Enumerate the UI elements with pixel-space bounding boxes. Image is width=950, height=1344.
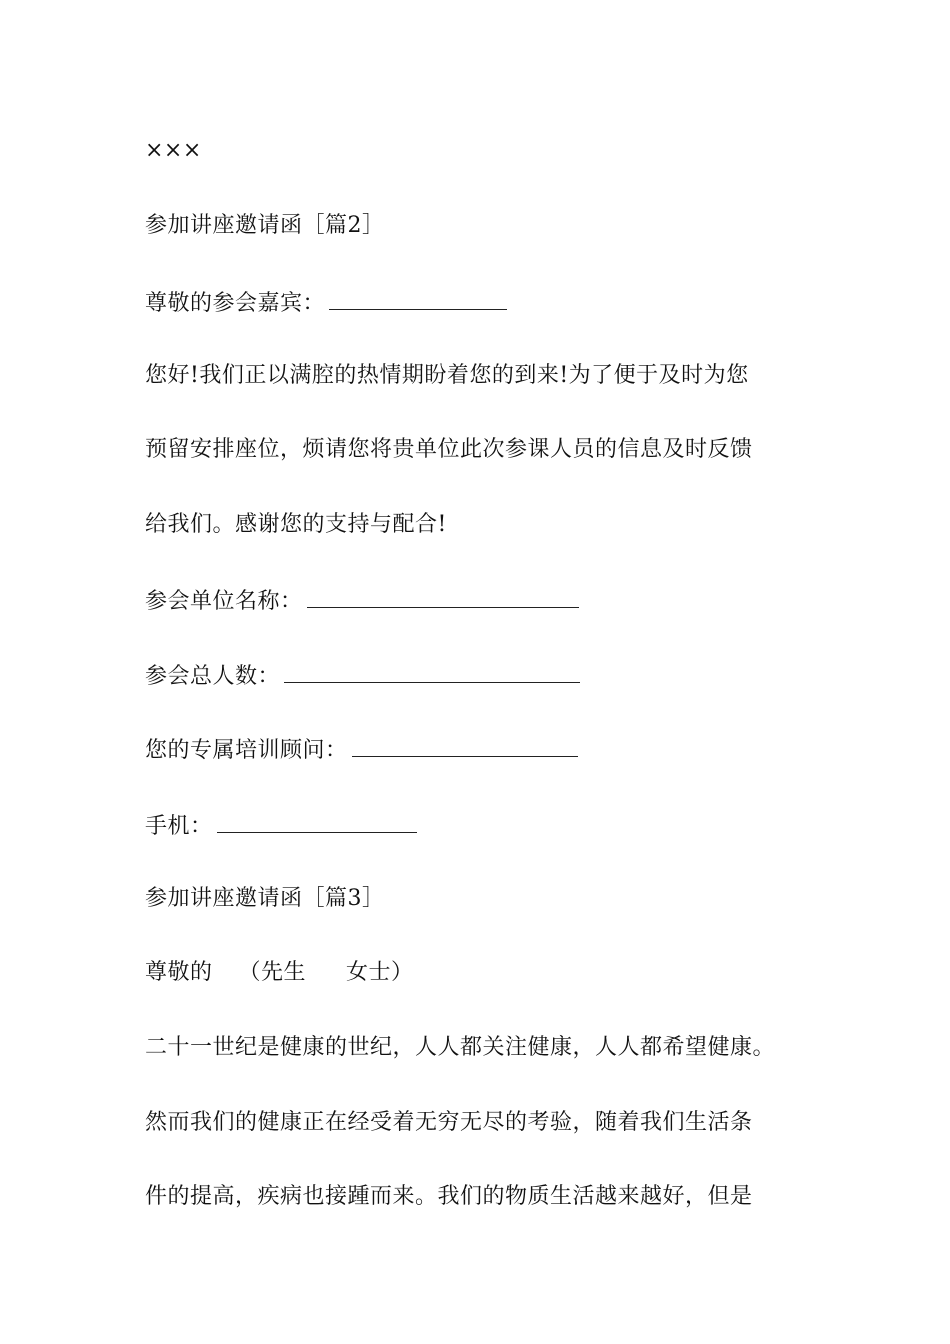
salutation-mid: （先生 <box>238 960 307 985</box>
mobile-blank[interactable] <box>217 810 417 833</box>
unit-name-blank[interactable] <box>307 585 579 608</box>
body-paragraph-line: 您好!我们正以满腔的热情期盼着您的到来!为了便于及时为您 <box>145 363 749 388</box>
salutation-text: 尊敬的参会嘉宾： <box>145 291 326 316</box>
guest-name-blank[interactable] <box>329 287 507 310</box>
field-label: 参会总人数： <box>145 664 281 689</box>
field-label: 参会单位名称： <box>145 589 303 614</box>
section-heading-3: 参加讲座邀请函［篇3］ <box>145 886 385 911</box>
field-label: 您的专属培训顾问： <box>145 738 348 763</box>
body-paragraph-line: 二十一世纪是健康的世纪，人人都关注健康，人人都希望健康。 <box>145 1035 776 1060</box>
field-unit-name <box>145 585 579 617</box>
training-advisor-blank[interactable] <box>352 734 578 757</box>
section-heading-2: 参加讲座邀请函［篇2］ <box>145 213 385 238</box>
total-attendees-blank[interactable] <box>284 660 580 683</box>
field-label: 手机： <box>145 814 213 839</box>
field-total-attendees <box>145 660 580 692</box>
salutation-end: 女士） <box>346 960 414 985</box>
salutation-prefix: 尊敬的 <box>145 960 213 985</box>
body-paragraph-line: 然而我们的健康正在经受着无穷无尽的考验，随着我们生活条 <box>145 1110 753 1135</box>
body-paragraph-line: 件的提高，疾病也接踵而来。我们的物质生活越来越好，但是 <box>145 1184 753 1209</box>
salutation-line <box>145 287 507 319</box>
body-paragraph-line: 预留安排座位，烦请您将贵单位此次参课人员的信息及时反馈 <box>145 437 753 462</box>
body-paragraph-line: 给我们。感谢您的支持与配合! <box>145 512 447 537</box>
field-training-advisor <box>145 734 578 766</box>
salutation-line-3 <box>145 958 414 988</box>
signature: ××× <box>145 138 202 163</box>
field-mobile <box>145 810 417 842</box>
